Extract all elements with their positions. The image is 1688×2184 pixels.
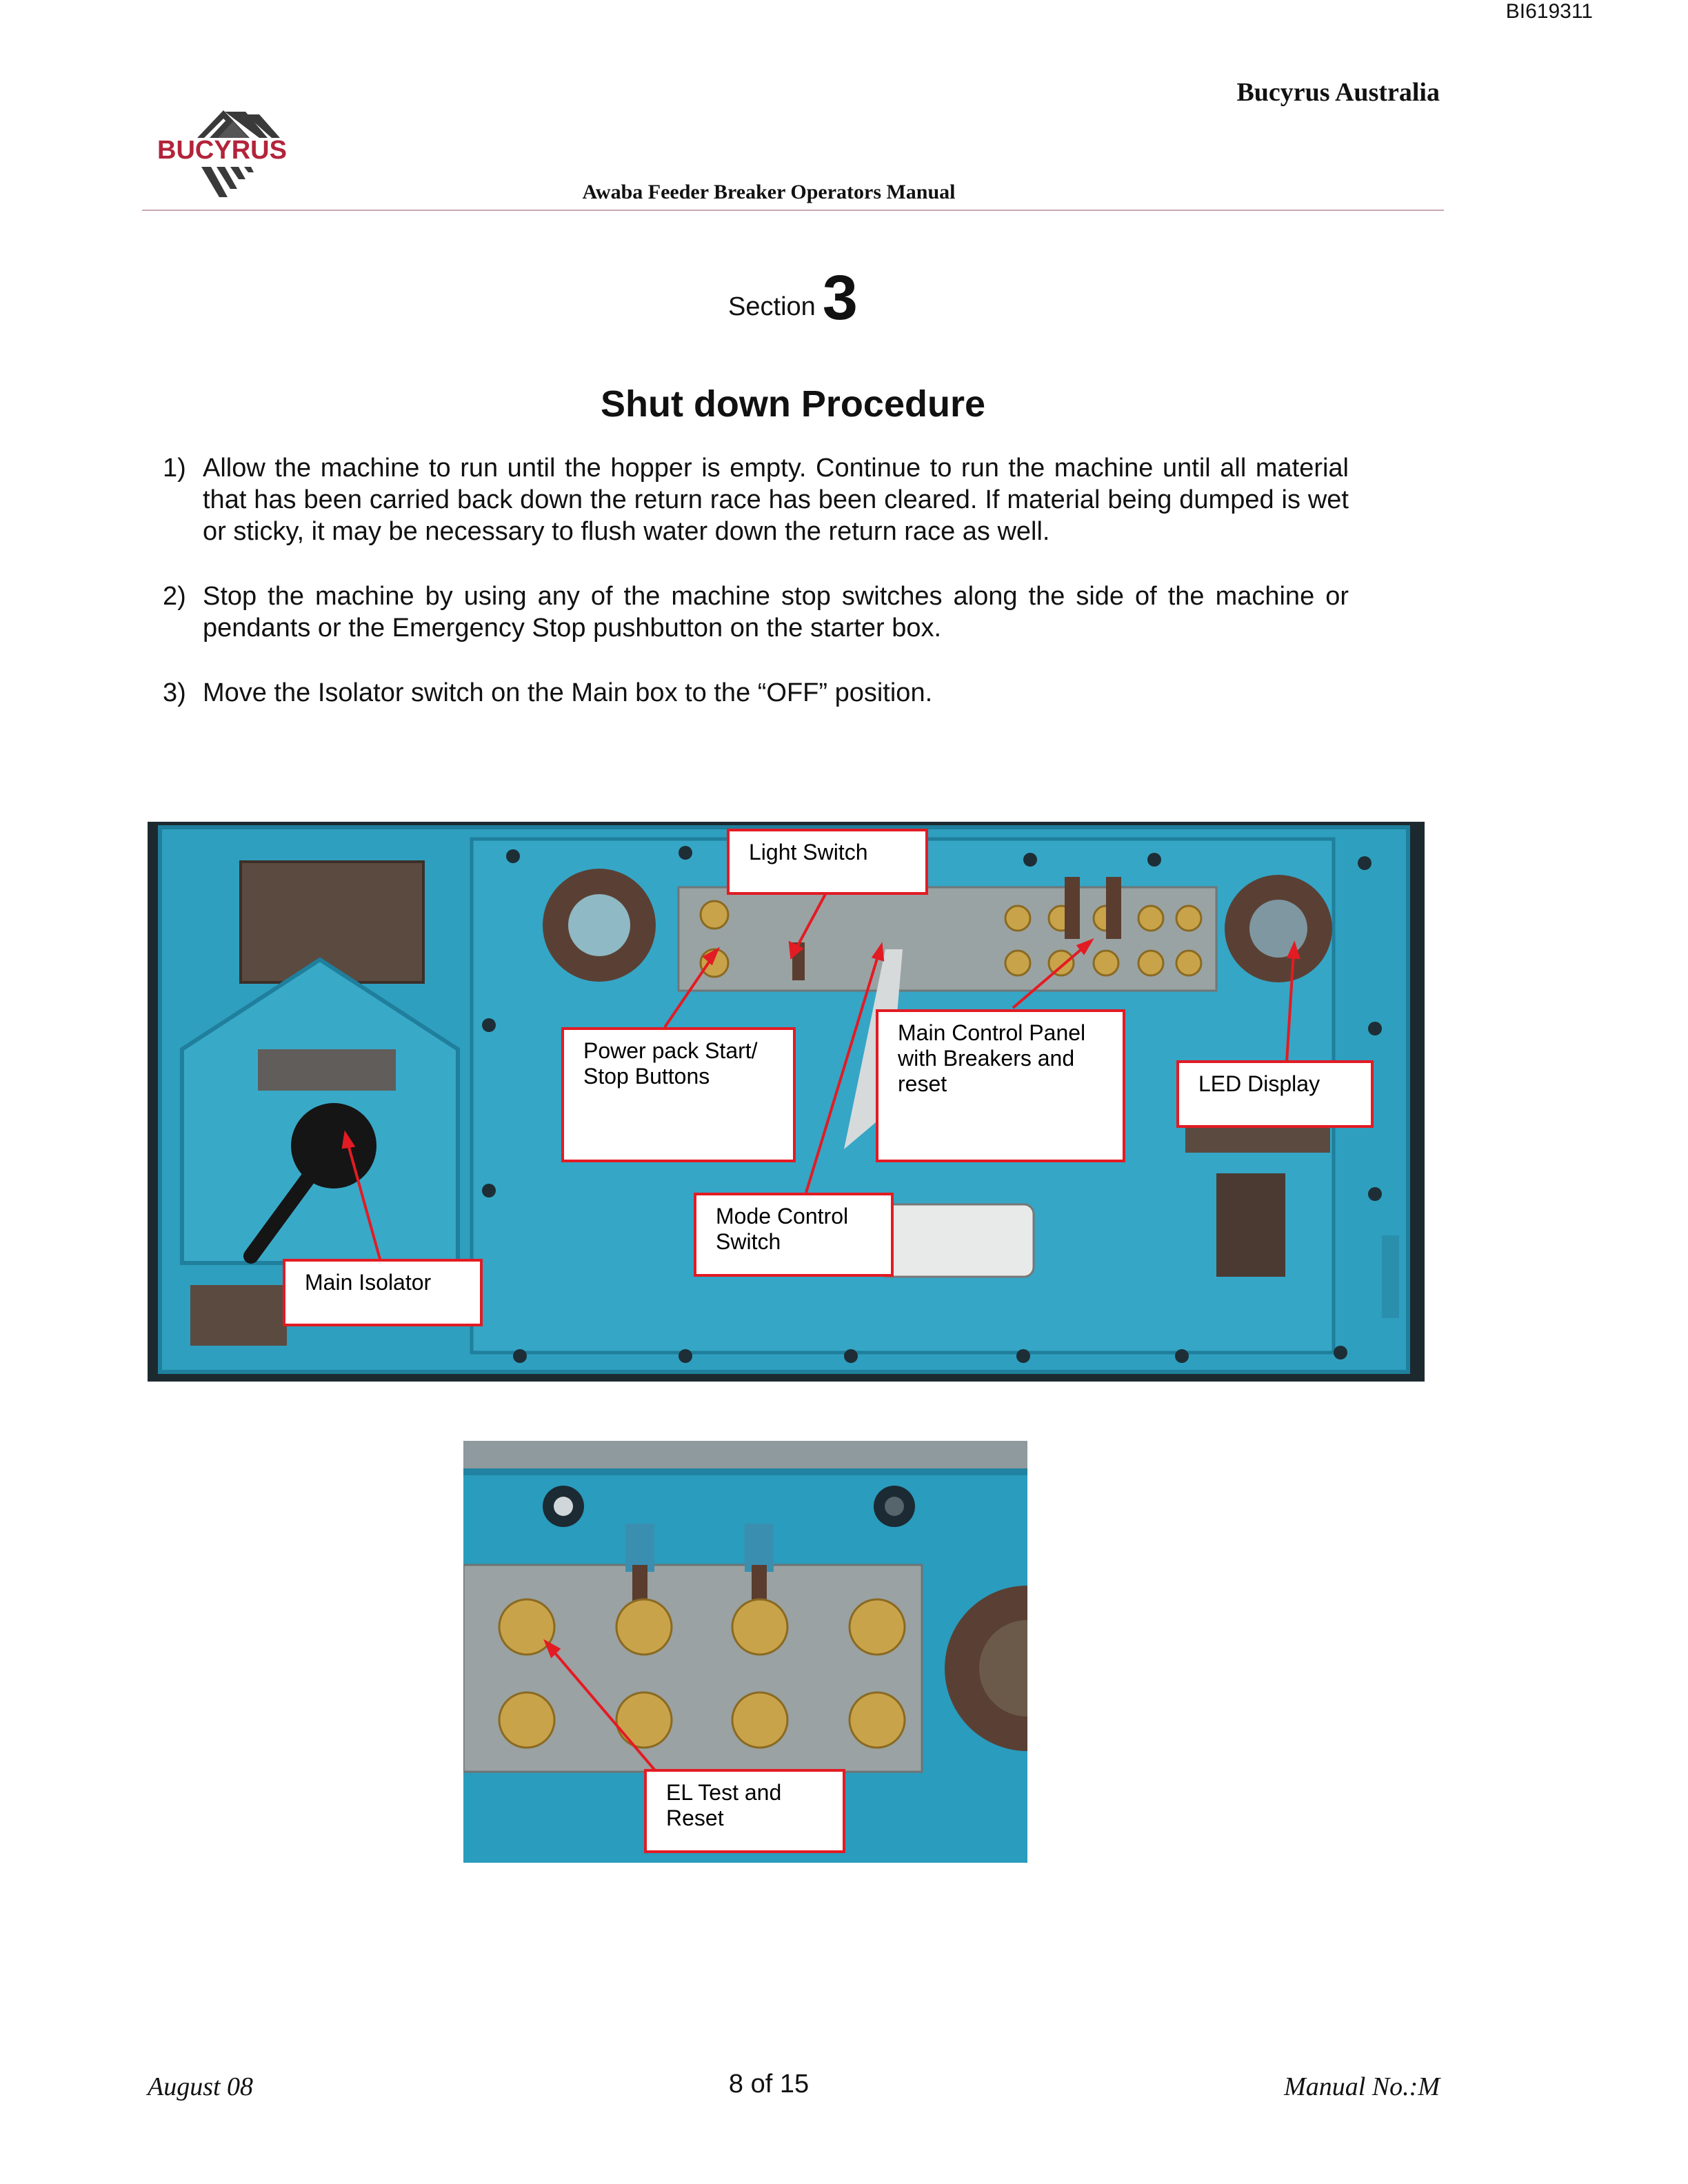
callout-main-isolator: Main Isolator <box>283 1259 483 1326</box>
callout-mode-control-switch: Mode Control Switch <box>694 1193 894 1277</box>
footer-page-number: 8 of 15 <box>728 2070 810 2099</box>
callout-el-test-reset: EL Test and Reset <box>644 1769 845 1853</box>
callout-led-display: LED Display <box>1176 1060 1374 1128</box>
step-item <box>163 677 1349 709</box>
step-number: 3) <box>163 678 186 707</box>
section-label <box>0 262 1586 334</box>
footer-manual-number: Manual No.:M <box>1284 2072 1440 2101</box>
section-label-text: Section <box>728 292 816 321</box>
control-panel-closeup-photo <box>463 1441 1027 1863</box>
section-number: 3 <box>822 263 858 333</box>
header-rule <box>142 210 1444 211</box>
step-item <box>163 580 1349 644</box>
company-name: Bucyrus Australia <box>1236 78 1440 107</box>
footer-date: August 08 <box>148 2072 254 2101</box>
page-heading: Shut down Procedure <box>600 383 986 425</box>
callout-light-switch: Light Switch <box>727 829 928 895</box>
step-text: Allow the machine to run until the hopper is empty. Continue to run the machine until all material that has been carried back down the return race has been cleared. If material being dumped is wet or sticky, it may be necessary to flush water down the return race as well. <box>203 454 1349 546</box>
manual-title: Awaba Feeder Breaker Operators Manual <box>582 181 956 203</box>
step-text: Move the Isolator switch on the Main box to the “OFF” position. <box>203 678 933 707</box>
document-id: BI619311 <box>1505 0 1593 23</box>
callout-power-pack: Power pack Start/ Stop Buttons <box>561 1027 796 1162</box>
step-text: Stop the machine by using any of the machine stop switches along the side of the machine or pendants or the Emergency Stop pushbutton on the starter box. <box>203 582 1349 643</box>
step-item <box>163 452 1349 547</box>
callout-main-control-panel: Main Control Panel with Breakers and reset <box>876 1009 1125 1162</box>
step-number: 2) <box>163 582 186 611</box>
step-number: 1) <box>163 454 186 483</box>
main-box-photo <box>148 822 1425 1382</box>
svg-text:BUCYRUS: BUCYRUS <box>157 136 287 165</box>
